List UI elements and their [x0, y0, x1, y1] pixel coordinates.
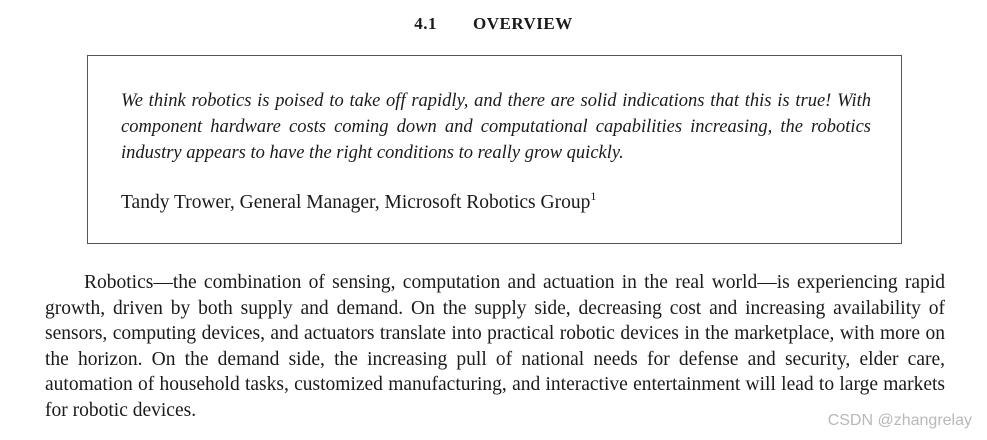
- section-number: 4.1: [414, 14, 437, 33]
- footnote-marker[interactable]: 1: [590, 189, 597, 203]
- epigraph-quote: We think robotics is poised to take off rapidly, and there are solid indications that this is true! With component hardware costs coming down and computational capabilities increasing, the robotics industry appears to have the right conditions to really grow quickly.: [121, 91, 871, 163]
- epigraph-box: [87, 55, 902, 244]
- body-paragraph: Robotics—the combination of sensing, computation and actuation in the real world—is experiencing rapid growth, driven by both supply and demand. On the supply side, decreasing cost and increasing availability of sensors, computing devices, and actuators translate into practical robotic devices in the marketplace, with more on the horizon. On the demand side, the increasing pull of national needs for defense and security, elder care, automation of household tasks, customized manufacturing, and interactive entertainment will lead to large markets for robotic devices.: [45, 272, 945, 421]
- epigraph-attribution: [121, 190, 596, 216]
- section-heading: [0, 14, 987, 34]
- attribution-text: Tandy Trower, General Manager, Microsoft Robotics Group: [121, 192, 591, 213]
- section-title: OVERVIEW: [473, 14, 573, 33]
- watermark: CSDN @zhangrelay: [827, 412, 972, 429]
